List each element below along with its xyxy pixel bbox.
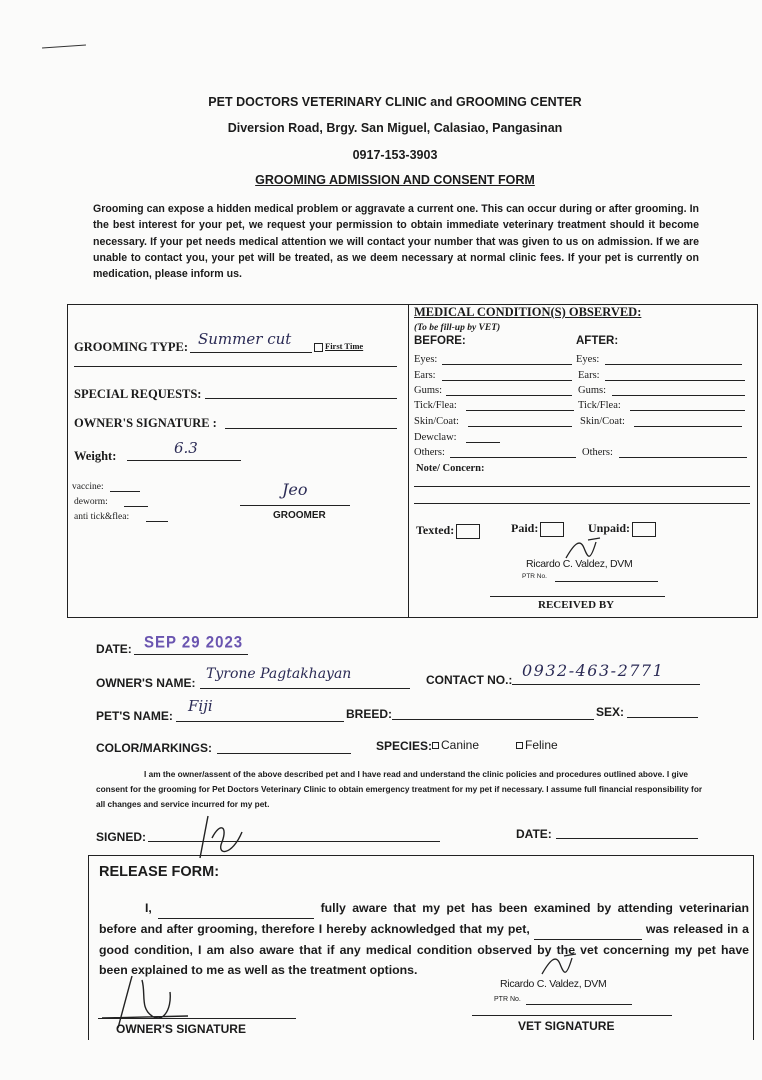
paid-label: Paid: bbox=[511, 521, 539, 535]
after-tick-line[interactable] bbox=[630, 410, 745, 411]
after-skin-label: Skin/Coat: bbox=[580, 416, 625, 427]
before-others-label: Others: bbox=[414, 447, 445, 458]
unpaid-label: Unpaid: bbox=[588, 521, 631, 535]
before-ears-line[interactable] bbox=[442, 380, 572, 381]
species-feline-option[interactable] bbox=[516, 738, 558, 752]
breed-line[interactable] bbox=[392, 719, 594, 720]
weight-value[interactable]: 6.3 bbox=[174, 439, 198, 457]
before-skin-label: Skin/Coat: bbox=[414, 416, 459, 427]
weight-line bbox=[127, 460, 241, 461]
after-ears-line[interactable] bbox=[605, 380, 745, 381]
release-pet-blank[interactable] bbox=[534, 919, 642, 940]
frame-divider bbox=[408, 304, 409, 618]
after-eyes-label: Eyes: bbox=[576, 354, 600, 365]
owner-name-value[interactable]: Tyrone Pagtakhayan bbox=[206, 666, 352, 682]
signed-label: SIGNED: bbox=[96, 830, 147, 844]
groomer-label: GROOMER bbox=[273, 510, 326, 521]
date-stamp[interactable]: SEP 29 2023 bbox=[144, 633, 244, 652]
contact-line bbox=[512, 684, 700, 685]
form-title: GROOMING ADMISSION AND CONSENT FORM bbox=[255, 173, 535, 187]
owner-name-label: OWNER'S NAME: bbox=[96, 676, 196, 690]
release-owner-signature-label: OWNER'S SIGNATURE bbox=[116, 1022, 246, 1036]
grooming-type-value[interactable]: Summer cut bbox=[198, 330, 292, 348]
deworm-label: deworm: bbox=[74, 497, 108, 507]
before-tick-label: Tick/Flea: bbox=[414, 400, 457, 411]
after-ears-label: Ears: bbox=[578, 370, 600, 381]
feline-box[interactable] bbox=[516, 742, 523, 749]
before-skin-line[interactable] bbox=[468, 426, 572, 427]
anti-tick-label: anti tick&flea: bbox=[74, 512, 130, 522]
owner-signature-line[interactable] bbox=[225, 428, 397, 429]
before-label: BEFORE: bbox=[414, 335, 466, 347]
release-text-3: was released in a good condition, I am also aware that if any medical condition observed by the vet concerning my pet have been explained to me as well as the treatment options. bbox=[99, 922, 749, 977]
dewclaw-line[interactable] bbox=[466, 442, 500, 443]
before-gums-label: Gums: bbox=[414, 385, 443, 396]
groomer-signature: Jeo bbox=[282, 480, 308, 499]
deworm-line[interactable] bbox=[124, 506, 148, 507]
after-others-label: Others: bbox=[582, 447, 613, 458]
medical-title: MEDICAL CONDITION(S) OBSERVED: bbox=[414, 305, 642, 319]
special-requests-label: SPECIAL REQUESTS: bbox=[74, 387, 202, 401]
pet-name-value[interactable]: Fiji bbox=[188, 697, 213, 715]
grooming-type-label: GROOMING TYPE: bbox=[74, 340, 189, 354]
release-ptr-label: PTR No. bbox=[494, 996, 521, 1003]
canine-box[interactable] bbox=[432, 742, 439, 749]
color-markings-line[interactable] bbox=[217, 753, 351, 754]
anti-tick-line[interactable] bbox=[146, 521, 168, 522]
intro-paragraph: Grooming can expose a hidden medical problem or aggravate a current one. This can occur during or after grooming. In the best interest for your pet, we request your permission to obtain immediate veterinary treatment should it become necessary. If your pet needs medical attention we will contact your number that was given to us on admission. If we are unable to contact you, your pet will be treated, as we deem necessary at normal clinic fees. If your pet is currently on medication, please inform us. bbox=[93, 203, 699, 281]
before-tick-line[interactable] bbox=[466, 410, 574, 411]
date-line bbox=[134, 654, 248, 655]
texted-field[interactable] bbox=[416, 523, 480, 539]
release-title: RELEASE FORM: bbox=[99, 864, 220, 880]
release-vet-signature-line[interactable] bbox=[472, 1015, 672, 1016]
before-ears-label: Ears: bbox=[414, 370, 436, 381]
clinic-address: Diversion Road, Brgy. San Miguel, Calasiao, Pangasinan bbox=[227, 121, 563, 135]
sex-line[interactable] bbox=[627, 717, 698, 718]
received-ptr-line bbox=[555, 581, 658, 582]
unpaid-box[interactable] bbox=[632, 522, 656, 537]
before-eyes-line[interactable] bbox=[442, 364, 572, 365]
weight-label: Weight: bbox=[74, 449, 117, 463]
breed-label: BREED: bbox=[346, 707, 393, 721]
contact-label: CONTACT NO.: bbox=[426, 673, 513, 687]
note-line-2[interactable] bbox=[414, 503, 750, 504]
vaccine-line[interactable] bbox=[110, 491, 140, 492]
groomer-line[interactable] bbox=[240, 505, 350, 506]
first-time-box[interactable] bbox=[314, 343, 323, 352]
owner-name-line bbox=[200, 688, 410, 689]
date-label: DATE: bbox=[96, 642, 132, 656]
texted-label: Texted: bbox=[416, 523, 455, 537]
before-eyes-label: Eyes: bbox=[414, 354, 438, 365]
species-canine-option[interactable] bbox=[432, 738, 479, 752]
after-eyes-line[interactable] bbox=[605, 364, 742, 365]
after-gums-label: Gums: bbox=[578, 385, 607, 396]
after-tick-label: Tick/Flea: bbox=[578, 400, 621, 411]
release-text-1: I, bbox=[145, 901, 152, 915]
vaccine-label: vaccine: bbox=[72, 482, 104, 492]
first-time-label: First Time bbox=[325, 341, 364, 351]
release-vet-signature-label: VET SIGNATURE bbox=[518, 1019, 615, 1033]
clinic-name: PET DOCTORS VETERINARY CLINIC and GROOMING CENTER bbox=[208, 95, 582, 109]
canine-label: Canine bbox=[441, 738, 480, 752]
clinic-phone: 0917-153-3903 bbox=[352, 148, 438, 162]
received-by-line[interactable] bbox=[490, 596, 665, 597]
release-ptr-line bbox=[526, 1004, 632, 1005]
received-vet-name: Ricardo C. Valdez, DVM bbox=[526, 558, 633, 570]
signed-date-line[interactable] bbox=[556, 838, 698, 839]
before-gums-line[interactable] bbox=[446, 395, 572, 396]
note-label: Note/ Concern: bbox=[416, 463, 485, 474]
species-label: SPECIES: bbox=[376, 739, 433, 753]
received-ptr-label: PTR No. bbox=[522, 573, 547, 580]
medical-subtitle: (To be fill-up by VET) bbox=[414, 323, 501, 333]
release-owner-signature-line[interactable] bbox=[98, 1018, 296, 1019]
release-text-2: fully aware that my pet has been examined by attending veterinarian before and after grooming, therefore I hereby acknowledged that my pet, bbox=[99, 901, 749, 936]
owner-signature-label: OWNER'S SIGNATURE : bbox=[74, 416, 217, 430]
release-paragraph bbox=[99, 898, 749, 980]
after-gums-line[interactable] bbox=[612, 395, 745, 396]
after-label: AFTER: bbox=[576, 335, 619, 347]
note-line-1[interactable] bbox=[414, 486, 750, 487]
release-owner-blank[interactable] bbox=[158, 898, 314, 919]
feline-label: Feline bbox=[525, 738, 558, 752]
release-vet-name: Ricardo C. Valdez, DVM bbox=[500, 978, 607, 990]
dewclaw-label: Dewclaw: bbox=[414, 432, 457, 443]
pet-name-line bbox=[176, 721, 344, 722]
pet-name-label: PET'S NAME: bbox=[96, 709, 173, 723]
consent-paragraph bbox=[96, 767, 706, 812]
after-others-line[interactable] bbox=[619, 457, 747, 458]
received-by-label: RECEIVED BY bbox=[538, 599, 615, 611]
sex-label: SEX: bbox=[596, 705, 625, 719]
color-markings-label: COLOR/MARKINGS: bbox=[96, 741, 212, 755]
grooming-type-line bbox=[190, 352, 312, 353]
texted-box[interactable] bbox=[456, 524, 480, 539]
consent-text: I am the owner/assent of the above described pet and I have read and understand the clinic policies and procedures outlined above. I give consent for the grooming for Pet Doctors Veterinary Clinic to obtain emergency treatment for my pet if necessary. I assume full financial responsibility for all changes and service incurred for my pet. bbox=[96, 769, 703, 809]
signed-date-label: DATE: bbox=[516, 827, 552, 841]
contact-value[interactable]: 0932-463-2771 bbox=[522, 661, 665, 680]
grooming-extra-line bbox=[74, 366, 397, 367]
stray-pen-mark bbox=[42, 44, 86, 48]
before-others-line[interactable] bbox=[450, 457, 576, 458]
special-requests-line[interactable] bbox=[205, 398, 397, 399]
after-skin-line[interactable] bbox=[634, 426, 742, 427]
first-time-checkbox[interactable] bbox=[314, 341, 363, 352]
paid-field[interactable] bbox=[511, 521, 564, 537]
